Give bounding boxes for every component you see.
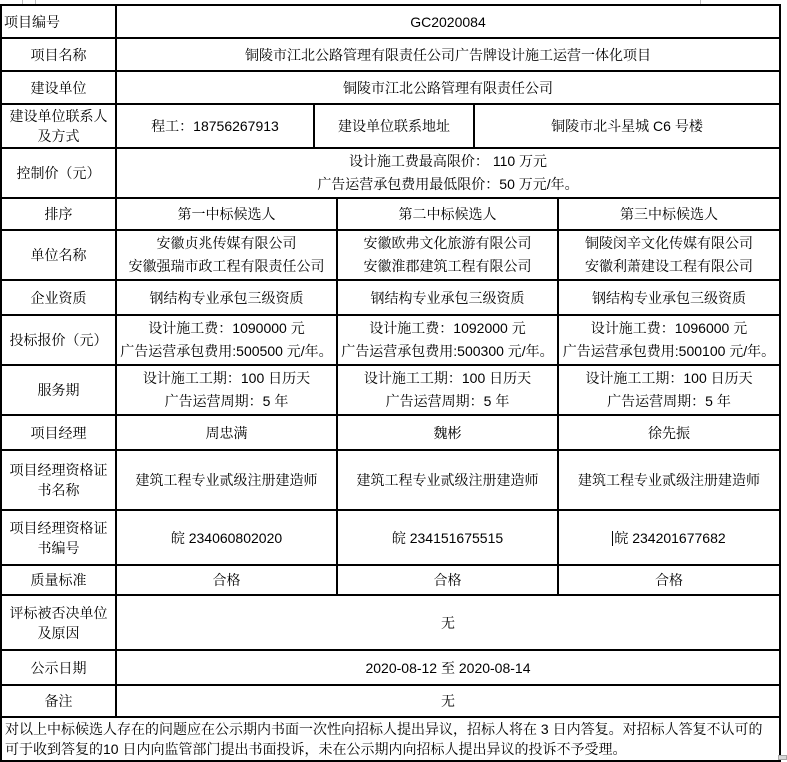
company-1-line2: 安徽强瑞市政工程有限责任公司 — [128, 258, 325, 274]
company-2-line1: 安徽欧弗文化旅游有限公司 — [363, 235, 532, 251]
cert-name-1: 建筑工程专业贰级注册建造师 — [117, 451, 338, 511]
qualification-1: 钢结构专业承包三级资质 — [117, 281, 338, 316]
bid-price-2 — [338, 316, 559, 366]
quality-1: 合格 — [117, 566, 338, 596]
contact-person: 程工：18756267913 — [117, 105, 315, 149]
bid-price-3-line2: 广告运营承包费用:500100 元/年。 — [562, 343, 776, 359]
control-price-value — [117, 149, 781, 199]
company-3 — [559, 231, 781, 281]
manager-3: 徐先振 — [559, 416, 781, 451]
row-qualification — [2, 281, 781, 316]
service-period-2-line1: 设计施工工期：100 日历天 — [363, 370, 532, 386]
row-company — [2, 231, 781, 281]
row-project-name — [2, 39, 781, 72]
rank-candidate-3: 第三中标候选人 — [559, 199, 781, 231]
bid-price-1-line2: 广告运营承包费用:500500 元/年。 — [120, 343, 333, 359]
control-price-line1: 设计施工费最高限价： 110 万元 — [348, 153, 548, 169]
project-no-label: 项目编号 — [2, 6, 117, 39]
bid-price-3 — [559, 316, 781, 366]
service-period-label: 服务期 — [2, 366, 117, 416]
qualification-label: 企业资质 — [2, 281, 117, 316]
quality-label: 质量标准 — [2, 566, 117, 596]
project-name-value: 铜陵市江北公路管理有限责任公司广告牌设计施工运营一体化项目 — [117, 39, 781, 72]
service-period-3-line2: 广告运营周期：5 年 — [607, 393, 731, 409]
manager-label: 项目经理 — [2, 416, 117, 451]
rejected-value: 无 — [117, 596, 781, 651]
row-quality — [2, 566, 781, 596]
footer-note: 对以上中标候选人存在的问题应在公示期内书面一次性向招标人提出异议，招标人将在 3 日内答复。对招标人答复不认可的 可于收到答复的10 日内向监管部门提出书面投诉，未在公示期内向招标人提出异议的投诉不予受理。 — [2, 718, 781, 762]
row-publicity-date — [2, 651, 781, 686]
cert-no-2: 皖 234151675515 — [338, 511, 559, 566]
control-price-label: 控制价（元） — [2, 149, 117, 199]
quality-3: 合格 — [559, 566, 781, 596]
cert-no-3 — [559, 511, 781, 566]
company-2-line2: 安徽淮郡建筑工程有限公司 — [363, 258, 532, 274]
qualification-2: 钢结构专业承包三级资质 — [338, 281, 559, 316]
bid-price-2-line1: 设计施工费：1092000 元 — [369, 320, 526, 336]
manager-1: 周忠满 — [117, 416, 338, 451]
service-period-2 — [338, 366, 559, 416]
service-period-1-line1: 设计施工工期：100 日历天 — [142, 370, 311, 386]
publicity-date-value: 2020-08-12 至 2020-08-14 — [117, 651, 781, 686]
rank-candidate-2: 第二中标候选人 — [338, 199, 559, 231]
row-footer-note — [2, 718, 781, 762]
bid-price-3-line1: 设计施工费：1096000 元 — [590, 320, 748, 336]
cert-name-2: 建筑工程专业贰级注册建造师 — [338, 451, 559, 511]
cert-no-1: 皖 234060802020 — [117, 511, 338, 566]
row-cert-name — [2, 451, 781, 511]
row-control-price — [2, 149, 781, 199]
row-cert-no — [2, 511, 781, 566]
service-period-3-line1: 设计施工工期：100 日历天 — [585, 370, 753, 386]
qualification-3: 钢结构专业承包三级资质 — [559, 281, 781, 316]
company-2 — [338, 231, 559, 281]
bid-publicity-table — [0, 4, 781, 762]
contact-address-label: 建设单位联系地址 — [315, 105, 475, 149]
row-rejected — [2, 596, 781, 651]
company-label: 单位名称 — [2, 231, 117, 281]
project-name-label: 项目名称 — [2, 39, 117, 72]
company-3-line2: 安徽利萧建设工程有限公司 — [585, 258, 753, 274]
company-1-line1: 安徽贞兆传媒有限公司 — [156, 235, 297, 251]
contact-address-value: 铜陵市北斗星城 C6 号楼 — [475, 105, 781, 149]
rejected-label: 评标被否决单位及原因 — [2, 596, 117, 651]
company-3-line1: 铜陵闵辛文化传媒有限公司 — [585, 235, 753, 251]
cert-name-label: 项目经理资格证书名称 — [2, 451, 117, 511]
row-service-period — [2, 366, 781, 416]
row-bid-price — [2, 316, 781, 366]
cert-no-3-value: 皖 234201677682 — [614, 529, 726, 546]
publicity-date-label: 公示日期 — [2, 651, 117, 686]
rank-label: 排序 — [2, 199, 117, 231]
service-period-2-line2: 广告运营周期：5 年 — [385, 393, 510, 409]
row-remark — [2, 686, 781, 718]
row-contact — [2, 105, 781, 149]
service-period-1 — [117, 366, 338, 416]
rank-candidate-1: 第一中标候选人 — [117, 199, 338, 231]
spreadsheet-corner-artifact — [778, 755, 787, 760]
row-manager — [2, 416, 781, 451]
remark-label: 备注 — [2, 686, 117, 718]
bid-price-1 — [117, 316, 338, 366]
cert-no-label: 项目经理资格证书编号 — [2, 511, 117, 566]
project-no-value: GC2020084 — [117, 6, 781, 39]
service-period-1-line2: 广告运营周期：5 年 — [164, 393, 289, 409]
service-period-3 — [559, 366, 781, 416]
row-owner — [2, 72, 781, 105]
bid-price-1-line1: 设计施工费：1090000 元 — [148, 320, 305, 336]
contact-label: 建设单位联系人及方式 — [2, 105, 117, 149]
quality-2: 合格 — [338, 566, 559, 596]
manager-2: 魏彬 — [338, 416, 559, 451]
owner-label: 建设单位 — [2, 72, 117, 105]
company-1 — [117, 231, 338, 281]
row-rank — [2, 199, 781, 231]
bid-price-label: 投标报价（元） — [2, 316, 117, 366]
bid-price-2-line2: 广告运营承包费用:500300 元/年。 — [341, 343, 554, 359]
remark-value: 无 — [117, 686, 781, 718]
cert-name-3: 建筑工程专业贰级注册建造师 — [559, 451, 781, 511]
control-price-line2: 广告运营承包费用最低限价：50 万元/年。 — [317, 176, 579, 192]
owner-value: 铜陵市江北公路管理有限责任公司 — [117, 72, 781, 105]
row-project-no — [2, 6, 781, 39]
